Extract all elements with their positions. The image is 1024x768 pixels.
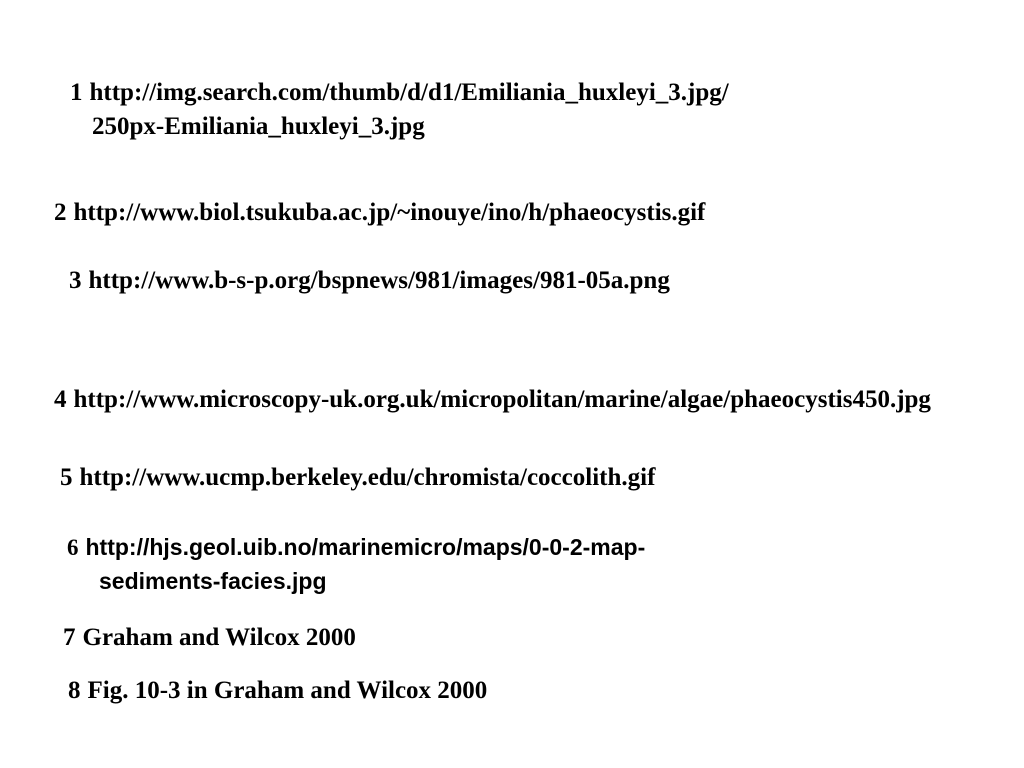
reference-url[interactable]: http://www.b-s-p.org/bspnews/981/images/981-05a.png: [88, 267, 670, 294]
reference-url-line-2[interactable]: sediments-facies.jpg: [99, 568, 327, 594]
reference-number: 6: [67, 535, 79, 560]
reference-5: [60, 461, 655, 495]
reference-number: 3: [69, 267, 82, 294]
reference-4: [54, 383, 931, 417]
reference-3: [69, 264, 670, 298]
reference-number: 2: [54, 199, 67, 226]
reference-text: Fig. 10-3 in Graham and Wilcox 2000: [87, 677, 488, 704]
reference-number: 7: [63, 624, 76, 651]
reference-url[interactable]: http://www.microscopy-uk.org.uk/micropolitan/marine/algae/phaeocystis450.jpg: [73, 386, 931, 413]
reference-6: [67, 530, 645, 597]
reference-number: 5: [60, 464, 73, 491]
reference-url-line-1[interactable]: http://hjs.geol.uib.no/marinemicro/maps/0-0-2-map-: [85, 534, 646, 560]
reference-url-line-1[interactable]: http://img.search.com/thumb/d/d1/Emiliania_huxleyi_3.jpg/: [89, 79, 729, 106]
reference-1: [70, 76, 729, 144]
reference-2: [54, 196, 705, 230]
reference-number: 4: [54, 386, 67, 413]
reference-url[interactable]: http://www.ucmp.berkeley.edu/chromista/coccolith.gif: [79, 464, 656, 491]
reference-7: [63, 621, 356, 655]
reference-number: 8: [68, 677, 81, 704]
reference-number: 1: [70, 79, 83, 106]
reference-url[interactable]: http://www.biol.tsukuba.ac.jp/~inouye/ino/h/phaeocystis.gif: [73, 199, 706, 226]
reference-text: Graham and Wilcox 2000: [82, 624, 356, 651]
reference-url-line-2[interactable]: 250px-Emiliania_huxleyi_3.jpg: [92, 113, 425, 140]
reference-8: [68, 674, 487, 708]
